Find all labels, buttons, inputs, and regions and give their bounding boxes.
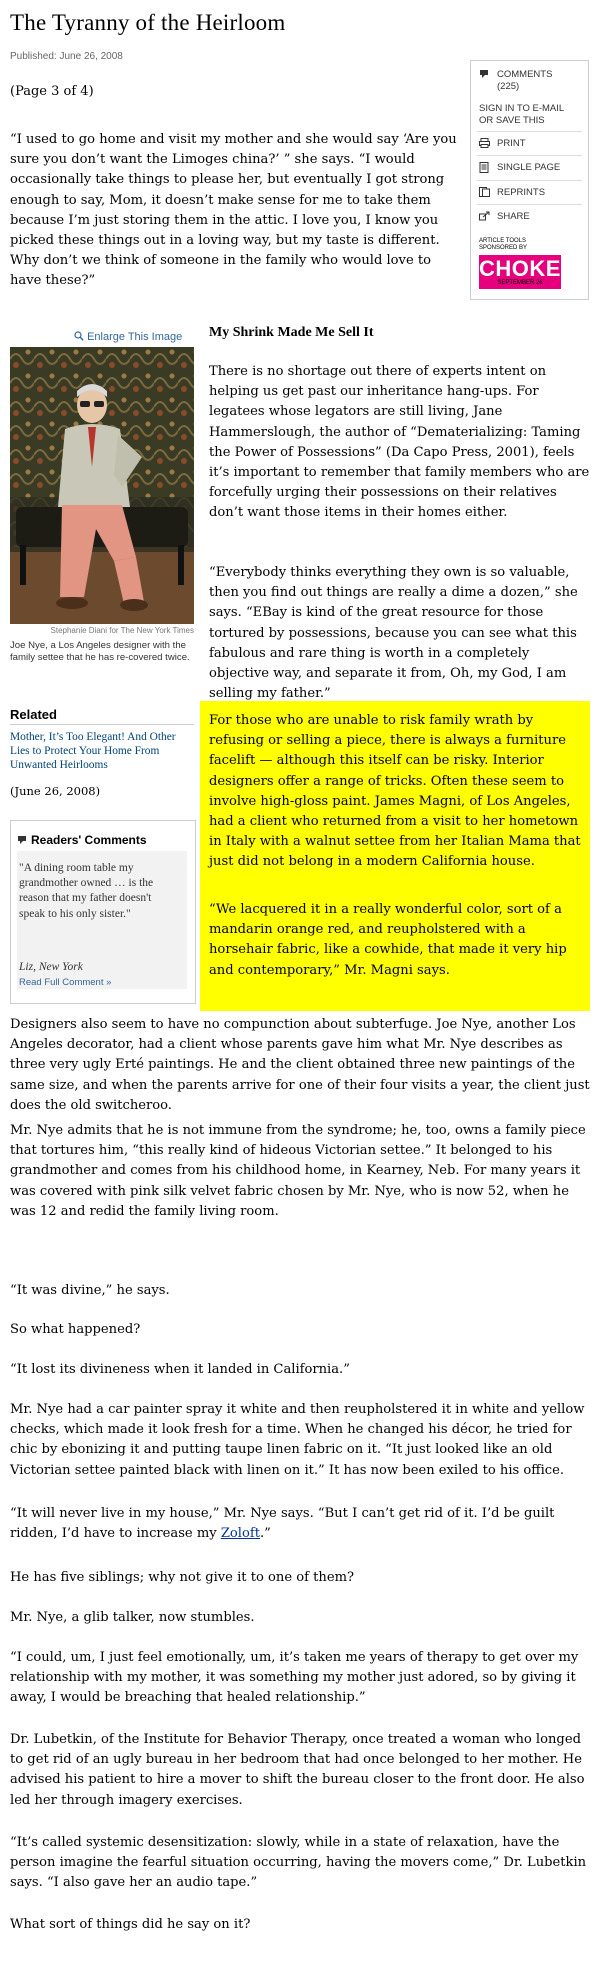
- reprints-icon: [479, 187, 491, 200]
- reprints-label: REPRINTS: [497, 187, 546, 198]
- section-subhead: My Shrink Made Me Sell It: [209, 325, 374, 340]
- readers-comment-quote: "A dining room table my grandmother owned … is the reason that my father doesn't speak to his only sister.": [19, 862, 154, 920]
- share-tool[interactable]: [471, 205, 588, 228]
- photo-caption: Joe Nye, a Los Angeles designer with the family settee that he has re-covered twice.: [10, 640, 190, 663]
- printer-icon: [479, 138, 491, 151]
- photo-credit: Stephanie Diani for The New York Times: [50, 626, 194, 635]
- paragraph-6: Designers also seem to have no compunction about subterfuge. Joe Nye, another Los Angeles decorator, had a client whose parents gave him what Mr. Nye describes as three very ugly Erté paintings. He and the client obtained three new paintings of the same size, and when the parents arrive for one of their four visits a year, the client just does the old switcheroo.: [10, 1017, 590, 1113]
- print-label: PRINT: [497, 138, 526, 149]
- paragraph-1: “I used to go home and visit my mother and she would say ‘Are you sure you don’t want the Limoges china?’ ” she says. “I would occasionally take things to please her, but eventually I got strong enough to say, Mom, it doesn’t make sense for me to take them because I’m just storing them in the attic. I love you, I know you picked these things out in a loving way, but my taste is different. Why don’t we think of someone in the family who would love to have these?”: [10, 132, 457, 289]
- comments-tool[interactable]: [471, 61, 588, 97]
- article-title: The Tyranny of the Heirloom: [10, 10, 286, 35]
- reprints-tool[interactable]: [471, 181, 588, 204]
- enlarge-label: Enlarge This Image: [87, 331, 183, 343]
- print-tool[interactable]: [471, 132, 588, 155]
- ad-line1: ARTICLE TOOLS: [479, 238, 527, 244]
- paragraph-3: “Everybody thinks everything they own is so valuable, then you find out things are really a dime a dozen,” she says. “EBay is kind of the great resource for those tortured by possessions, because you can see what this fabulous and rare thing is worth in a completely objective way, and separate it from, Oh, my God, I am selling my father.”: [209, 565, 578, 702]
- paragraph-2: There is no shortage out there of experts intent on helping us get past our inheritance hang-ups. For legatees whose legators are still living, Jane Hammerslough, the author of “Dematerializing: Taming the Power of Possessions” (Da Capo Press, 2001), feels it’s important to remember that family members who are forcefully urging their possessions on their relatives don’t want those items in their homes either.: [209, 364, 590, 521]
- share-icon: [479, 211, 491, 224]
- speech-bubble-icon: [17, 834, 27, 848]
- paragraph-9: So what happened?: [10, 1322, 141, 1337]
- ad-brand-logo: [479, 255, 561, 289]
- related-article-link[interactable]: Mother, It’s Too Elegant! And Other Lies to Protect Your Home From Unwanted Heirlooms: [10, 731, 176, 771]
- page-icon: [479, 162, 491, 176]
- photo-illustration: [10, 347, 194, 624]
- readers-comment-author: Liz, New York: [19, 961, 83, 973]
- published-date: Published: June 26, 2008: [10, 51, 123, 62]
- related-date: (June 26, 2008): [10, 784, 101, 798]
- paragraph-11: Mr. Nye had a car painter spray it white and then reupholstered it in white and yellow checks, which made it look fresh for a time. When he changed his décor, he tried for chic by ebonizing it and putting taupe linen fabric on it. “It just looked like an old Victorian settee painted black with linen on it.” It has now been exiled to his office.: [10, 1402, 585, 1478]
- readers-comments-heading: [17, 833, 147, 848]
- readers-comments-box: [10, 820, 196, 1004]
- related-divider: [10, 724, 194, 725]
- share-label: SHARE: [497, 211, 530, 222]
- page-indicator: (Page 3 of 4): [10, 84, 94, 99]
- paragraph-18: What sort of things did he say on it?: [10, 1917, 251, 1932]
- paragraph-12: [10, 1504, 590, 1544]
- comments-count: (225): [497, 81, 520, 92]
- enlarge-image-link[interactable]: [74, 331, 182, 344]
- readers-comments-label: Readers' Comments: [31, 833, 147, 847]
- magnifier-icon: [74, 331, 84, 344]
- paragraph-8: “It was divine,” he says.: [10, 1283, 170, 1298]
- ad-brand: CHOKE: [479, 255, 561, 281]
- ad-date: SEPTEMBER 26: [497, 279, 543, 286]
- paragraph-7: Mr. Nye admits that he is not immune from the syndrome; he, too, owns a family piece that tortures him, “this really kind of hideous Victorian settee.” It belonged to his grandmother and comes from his childhood home, in Kearney, Neb. For many years it was covered with pink silk velvet fabric chosen by Mr. Nye, who is now 52, when he was 12 and redid the family living room.: [10, 1123, 586, 1219]
- paragraph-12-text-b: .”: [260, 1526, 271, 1542]
- paragraph-13: He has five siblings; why not give it to one of them?: [10, 1570, 354, 1585]
- paragraph-12-text-a: “It will never live in my house,” Mr. Nye says. “But I can’t get rid of it. I’d be guilt ridden, I’d have to increase my: [10, 1506, 555, 1542]
- sign-in-label: SIGN IN TO E-MAIL OR SAVE THIS: [479, 103, 564, 126]
- paragraph-5: “We lacquered it in a really wonderful color, sort of a mandarin orange red, and reupholstered with a horsehair fabric, like a cowhide, that made it very hip and contemporary,” Mr. Magni says.: [209, 902, 567, 978]
- related-heading: Related: [10, 707, 57, 722]
- article-tools: [470, 60, 589, 300]
- single-page-label: SINGLE PAGE: [497, 162, 561, 173]
- paragraph-16: Dr. Lubetkin, of the Institute for Behavior Therapy, once treated a woman who longed to get rid of an ugly bureau in her bedroom that had once belonged to her mother. He advised his patient to hire a mover to shift the bureau closer to the front door. He also led her through imagery exercises.: [10, 1732, 585, 1808]
- ad-line2: SPONSORED BY: [479, 245, 528, 251]
- zoloft-link[interactable]: Zoloft: [220, 1526, 260, 1542]
- paragraph-17: “It’s called systemic desensitization: slowly, while in a state of relaxation, have the person imagine the fearful situation occurring, having the movers come,” Dr. Lubetkin says. “I also gave her an audio tape.”: [10, 1835, 587, 1891]
- sign-in-link[interactable]: [471, 97, 588, 131]
- read-full-comment-link[interactable]: Read Full Comment »: [19, 977, 112, 988]
- comments-label: COMMENTS: [497, 69, 553, 80]
- sponsor-ad[interactable]: [479, 238, 580, 289]
- paragraph-15: “I could, um, I just feel emotionally, um, it’s taken me years of therapy to get over my relationship with my mother, it was something my mother just adored, so by giving it away, I would be breaching that healed relationship.”: [10, 1650, 579, 1706]
- speech-bubble-icon: [479, 69, 491, 82]
- paragraph-14: Mr. Nye, a glib talker, now stumbles.: [10, 1610, 255, 1625]
- article-photo[interactable]: [10, 347, 194, 624]
- paragraph-4: For those who are unable to risk family wrath by refusing or selling a piece, there is always a furniture facelift — although this itself can be risky. Interior designers offer a range of tricks. Often these seem to involve high-gloss paint. James Magni, of Los Angeles, had a client who returned from a visit to her hometown in Italy with a walnut settee from her Italian Mama that just did not belong in a modern California house.: [209, 713, 581, 870]
- paragraph-10: “It lost its divineness when it landed in California.”: [10, 1362, 350, 1377]
- single-page-tool[interactable]: [471, 156, 588, 180]
